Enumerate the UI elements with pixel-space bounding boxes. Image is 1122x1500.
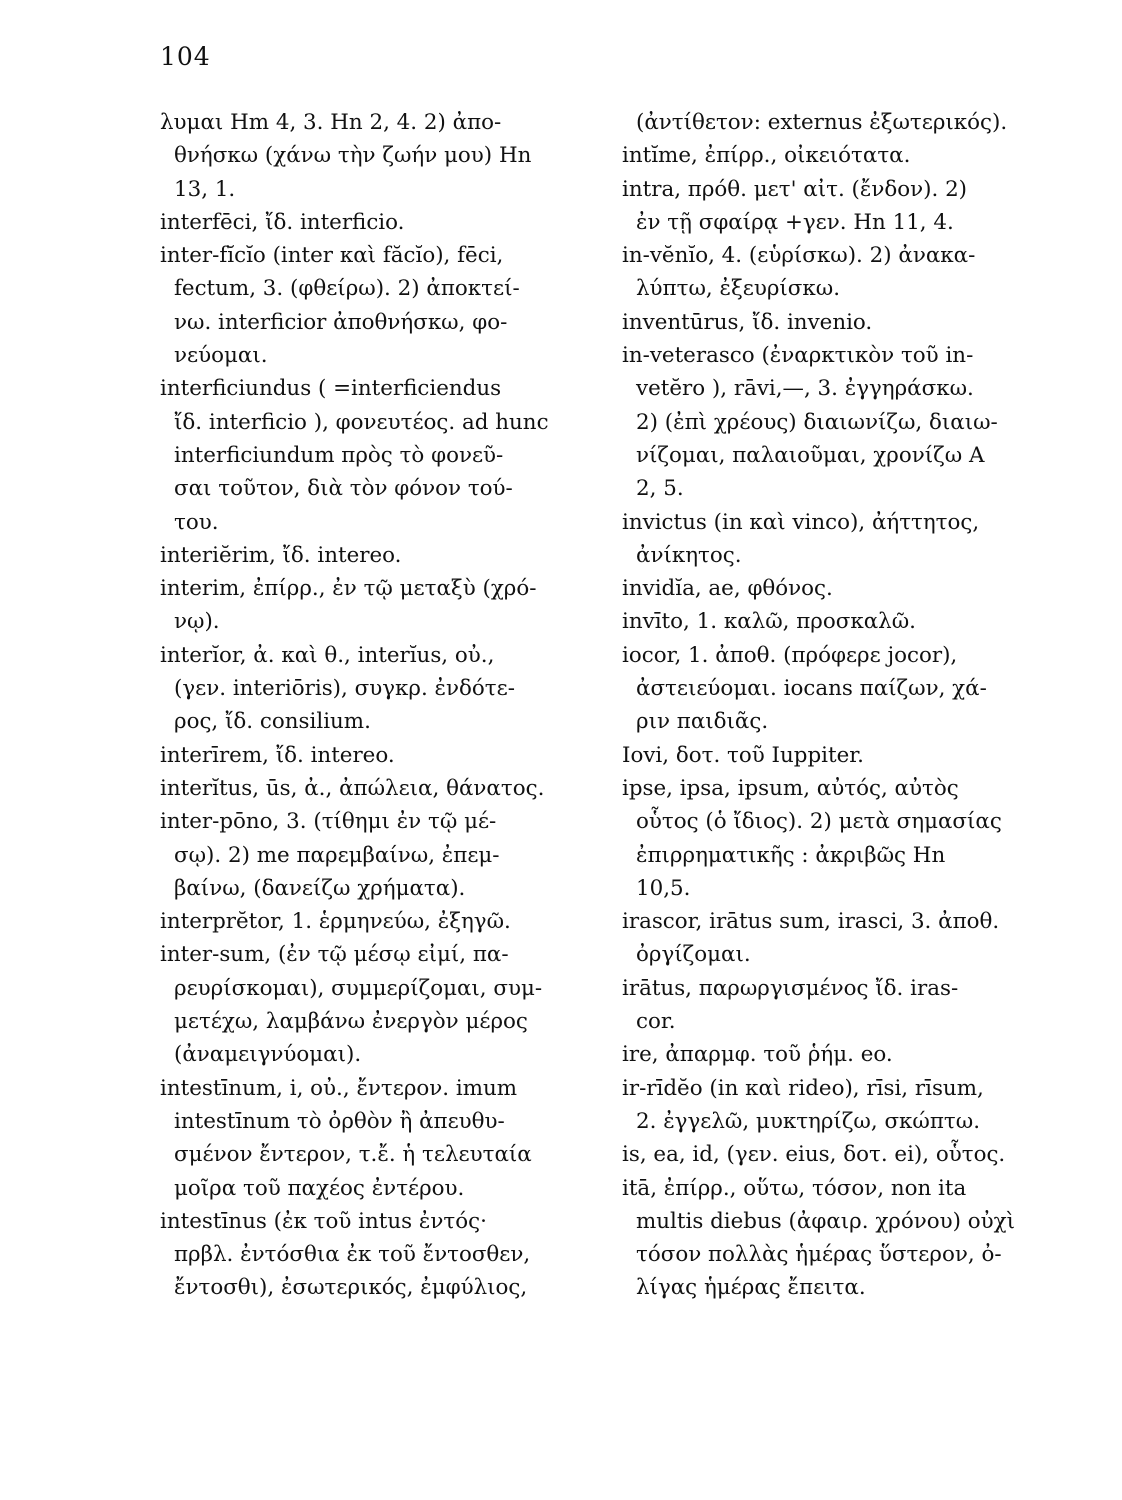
dictionary-line: ἴδ. interficio ), φονευτέος. ad hunc: [174, 409, 549, 435]
dictionary-line: intestīnus (ἐκ τοῦ intus ἐντός·: [160, 1208, 487, 1234]
right-column: [622, 106, 1082, 1305]
dictionary-line: (γεν. interiōris), συγκρ. ἐνδότε-: [174, 676, 515, 702]
dictionary-line: μετέχω, λαμβάνω ἐνεργὸν μέρος: [174, 1009, 528, 1035]
dictionary-line: in-veterasco (ἐναρκτικὸν τοῦ in-: [622, 343, 974, 369]
dictionary-line: οὗτος (ὁ ἴδιος). 2) μετὰ σημασίας: [636, 809, 1002, 835]
dictionary-line: itā, ἐπίρρ., οὕτω, τόσον, non ita: [622, 1175, 967, 1201]
dictionary-line: interīrem, ἴδ. intereo.: [160, 742, 395, 768]
dictionary-line: ἔντοσθι), ἐσωτερικός, ἐμφύλιος,: [174, 1275, 528, 1301]
dictionary-line: 13, 1.: [174, 176, 236, 202]
dictionary-line: intestīnum τὸ ὀρθὸν ἢ ἀπευθυ-: [174, 1108, 505, 1134]
dictionary-line: vetĕro ), rāvi,—, 3. ἐγγηράσκω.: [636, 376, 974, 402]
dictionary-line: intestīnum, i, οὐ., ἔντερον. imum: [160, 1075, 518, 1101]
dictionary-line: ρος, ἴδ. consilium.: [174, 709, 371, 735]
dictionary-line: ἐπιρρηματικῆς : ἀκριβῶς Hn: [636, 842, 946, 868]
dictionary-line: (ἀναμειγνύομαι).: [174, 1042, 362, 1068]
dictionary-line: θνήσκω (χάνω τὴν ζωήν μου) Hn: [174, 143, 532, 169]
left-column: [160, 106, 590, 1305]
dictionary-line: interfēci, ἴδ. interficio.: [160, 209, 405, 235]
dictionary-line: interiĕrim, ἴδ. intereo.: [160, 542, 402, 568]
dictionary-line: ipse, ipsa, ipsum, αὐτός, αὐτὸς: [622, 775, 959, 801]
dictionary-line: νω. interficior ἀποθνήσκω, φο-: [174, 309, 508, 335]
dictionary-line: invidĭa, ae, φθόνος.: [622, 576, 833, 602]
dictionary-line: intĭme, ἐπίρρ., οἰκειότατα.: [622, 143, 911, 169]
page-number: 104: [160, 42, 211, 71]
dictionary-line: 2. ἐγγελῶ, μυκτηρίζω, σκώπτω.: [636, 1108, 981, 1134]
dictionary-line: interĭtus, ūs, ἀ., ἀπώλεια, θάνατος.: [160, 775, 545, 801]
dictionary-line: inter-pōno, 3. (τίθημι ἐν τῷ μέ-: [160, 809, 497, 835]
dictionary-line: πρβλ. ἐντόσθια ἐκ τοῦ ἔντοσθεν,: [174, 1242, 531, 1268]
dictionary-line: is, ea, id, (γεν. eius, δοτ. ei), οὗτος.: [622, 1142, 1006, 1168]
dictionary-line: interprĕtor, 1. ἑρμηνεύω, ἐξηγῶ.: [160, 909, 511, 935]
dictionary-line: iocor, 1. ἀποθ. (πρόφερε jocor),: [622, 642, 958, 668]
dictionary-line: σῳ). 2) me παρεμβαίνω, ἐπεμ-: [174, 842, 500, 868]
dictionary-line: του.: [174, 509, 219, 535]
dictionary-line: νῳ).: [174, 609, 220, 635]
dictionary-line: ἀνίκητος.: [636, 542, 742, 568]
dictionary-line: (ἀντίθετον: externus ἐξωτερικός).: [636, 110, 1008, 135]
dictionary-line: νεύομαι.: [174, 343, 268, 369]
dictionary-line: interficiundum πρὸς τὸ φονεῦ-: [174, 442, 504, 468]
dictionary-line: νίζομαι, παλαιοῦμαι, χρονίζω A: [636, 442, 985, 468]
dictionary-line: inter-fĭcĭo (inter καὶ făcĭo), fēci,: [160, 243, 504, 269]
dictionary-line: in-vĕnĭo, 4. (εὑρίσκω). 2) ἀνακα-: [622, 243, 976, 269]
dictionary-line: ρευρίσκομαι), συμμερίζομαι, συμ-: [174, 975, 543, 1001]
dictionary-line: 2) (ἐπὶ χρέους) διαιωνίζω, διαιω-: [636, 409, 998, 435]
dictionary-line: ire, ἀπαρμφ. τοῦ ῥήμ. eo.: [622, 1042, 893, 1068]
dictionary-line: irascor, irātus sum, irasci, 3. ἀποθ.: [622, 909, 1000, 935]
dictionary-line: λίγας ἡμέρας ἔπειτα.: [636, 1275, 866, 1301]
dictionary-line: irātus, παρωργισμένος ἴδ. iras-: [622, 975, 959, 1001]
dictionary-line: 10,5.: [636, 875, 691, 901]
dictionary-line: intra, πρόθ. μετ' αἰτ. (ἔνδον). 2): [622, 176, 968, 202]
dictionary-line: σμένον ἔντερον, τ.ἔ. ἡ τελευταία: [174, 1142, 532, 1168]
dictionary-line: τόσον πολλὰς ἡμέρας ὕστερον, ὀ-: [636, 1242, 1002, 1268]
dictionary-line: inter-sum, (ἐν τῷ μέσῳ εἰμί, πα-: [160, 942, 509, 968]
dictionary-line: interim, ἐπίρρ., ἐν τῷ μεταξὺ (χρό-: [160, 576, 537, 602]
dictionary-line: invīto, 1. καλῶ, προσκαλῶ.: [622, 609, 916, 635]
dictionary-line: ἐν τῇ σφαίρᾳ +γεν. Hn 11, 4.: [636, 209, 954, 235]
dictionary-line: interĭor, ἀ. καὶ θ., interĭus, οὐ.,: [160, 642, 495, 668]
dictionary-line: βαίνω, (δανείζω χρήματα).: [174, 875, 466, 901]
dictionary-line: Iovi, δοτ. τοῦ Iuppiter.: [622, 742, 864, 768]
dictionary-line: ριν παιδιᾶς.: [636, 709, 769, 735]
dictionary-line: σαι τοῦτον, διὰ τὸν φόνον τού-: [174, 476, 513, 502]
dictionary-line: ἀστειεύομαι. iocans παίζων, χά-: [636, 676, 987, 702]
dictionary-line: invictus (in καὶ vinco), ἀήττητος,: [622, 509, 980, 535]
dictionary-line: μοῖρα τοῦ παχέος ἐντέρου.: [174, 1175, 465, 1201]
dictionary-line: λυμαι Hm 4, 3. Hn 2, 4. 2) ἀπο-: [160, 110, 502, 135]
dictionary-line: 2, 5.: [636, 476, 684, 502]
dictionary-line: λύπτω, ἐξευρίσκω.: [636, 276, 841, 302]
dictionary-line: inventūrus, ἴδ. invenio.: [622, 309, 873, 335]
dictionary-line: ὀργίζομαι.: [636, 942, 751, 968]
dictionary-line: fectum, 3. (φθείρω). 2) ἀποκτεί-: [174, 276, 520, 302]
dictionary-line: ir-rīdĕo (in καὶ rideo), rīsi, rīsum,: [622, 1075, 984, 1101]
dictionary-line: multis diebus (ἀφαιρ. χρόνου) οὐχὶ: [636, 1208, 1016, 1234]
dictionary-line: cor.: [636, 1009, 676, 1035]
dictionary-line: interficiundus ( =interficiendus: [160, 376, 502, 402]
